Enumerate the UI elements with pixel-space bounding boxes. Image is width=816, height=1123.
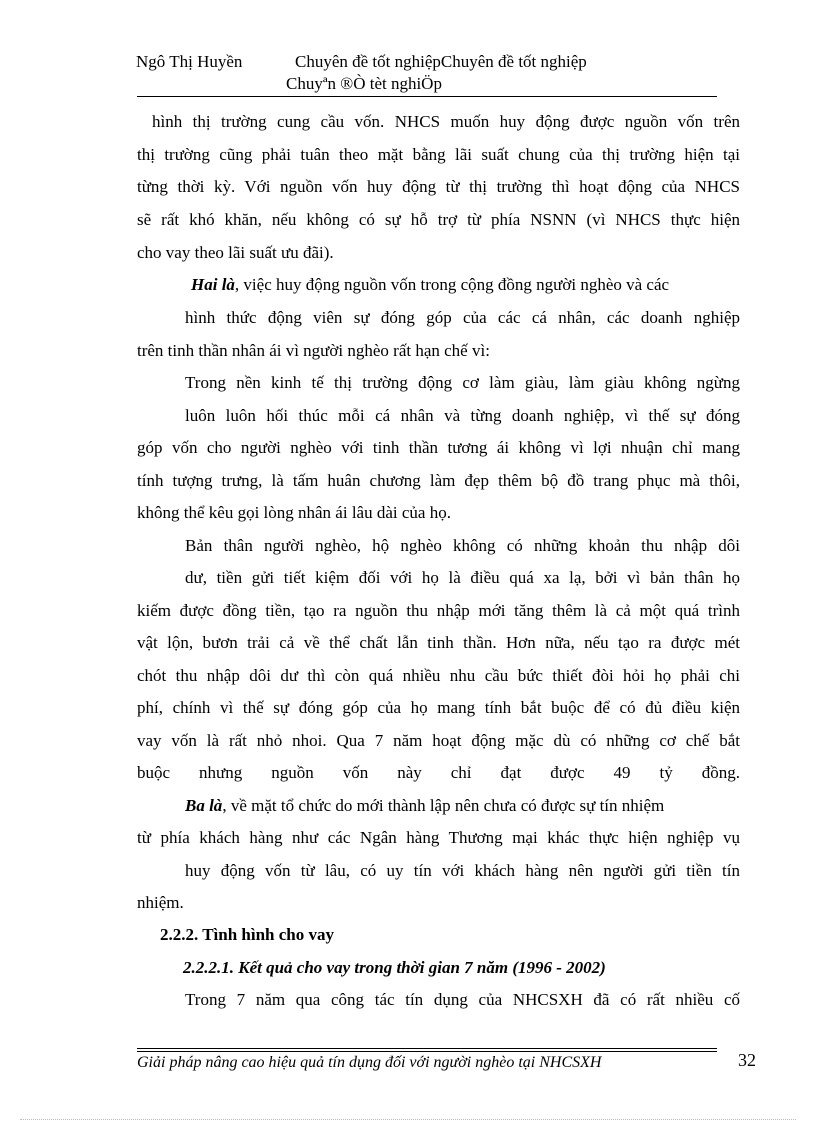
body-line: trên tinh thần nhân ái vì người nghèo rất hạn chế vì:	[137, 341, 490, 360]
body-line: thị trường cũng phải tuân theo mặt bằng lãi suất chung của thị trường hiện tại	[137, 145, 740, 164]
paragraph-ba-la	[185, 796, 664, 816]
header-title: Chuyên đề tốt nghiệpChuyên đề tốt nghiệp	[295, 52, 587, 71]
header-title-garbled: Chuyªn ®Ò tèt nghiÖp	[286, 74, 442, 93]
body-line: hình thức động viên sự đóng góp của các cá nhân, các doanh nghiệp	[185, 308, 740, 327]
paragraph-hai-la	[191, 275, 669, 295]
footer-text: Giải pháp nâng cao hiệu quả tín dụng đối với người nghèo tại NHCSXH	[137, 1054, 602, 1071]
body-line: hình thị trường cung cầu vốn. NHCS muốn huy động được nguồn vốn trên	[152, 112, 740, 131]
body-line: từ phía khách hàng như các Ngân hàng Thương mại khác thực hiện nghiệp vụ	[137, 828, 740, 847]
body-line: luôn luôn hối thúc mỗi cá nhân và từng doanh nghiệp, vì thế sự đóng	[185, 406, 740, 425]
body-line: buộc nhưng nguồn vốn này chỉ đạt được 49 tỷ đồng.	[137, 763, 740, 782]
body-line: dư, tiền gửi tiết kiệm đối với họ là điều quá xa lạ, bởi vì bản thân họ	[185, 568, 740, 587]
body-line: sẽ rất khó khăn, nếu không có sự hỗ trợ từ phía NSNN (vì NHCS thực hiện	[137, 210, 740, 229]
hai-la-lead: Hai là	[191, 275, 235, 294]
body-line: từng thời kỳ. Với nguồn vốn huy động từ thị trường thì hoạt động của NHCS	[137, 177, 740, 196]
body-line: vật lộn, bươn trải cả về thể chất lẫn tinh thần. Hơn nữa, nếu tạo ra được mét	[137, 633, 740, 652]
page-number: 32	[738, 1050, 756, 1070]
body-line: phí, chính vì thế sự đóng góp của họ mang tính bắt buộc để có đủ điều kiện	[137, 698, 740, 717]
header-author: Ngô Thị Huyền	[136, 52, 243, 71]
body-line: nhiệm.	[137, 893, 184, 912]
header-rule	[137, 96, 717, 97]
hai-la-rest: , việc huy động nguồn vốn trong cộng đồng người nghèo và các	[234, 275, 670, 294]
body-line: góp vốn cho người nghèo với tinh thần tương ái không vì lợi nhuận chỉ mang	[137, 438, 740, 457]
body-line: Trong nền kinh tế thị trường động cơ làm giàu, làm giàu không ngừng	[185, 373, 740, 392]
body-line: kiếm được đồng tiền, tạo ra nguồn thu nhập mới tăng thêm là cả một quá trình	[137, 601, 740, 620]
body-line: không thể kêu gọi lòng nhân ái lâu dài của họ.	[137, 503, 451, 522]
footer-rule-top	[137, 1048, 717, 1049]
page-edge-divider	[20, 1119, 796, 1120]
ba-la-lead: Ba là	[185, 796, 223, 815]
subsection-heading: 2.2.2.1. Kết quả cho vay trong thời gian 7 năm (1996 - 2002)	[183, 958, 606, 977]
body-line: cho vay theo lãi suất ưu đãi).	[137, 243, 334, 262]
body-line: Trong 7 năm qua công tác tín dụng của NHCSXH đã có rất nhiều cố	[185, 990, 740, 1009]
ba-la-rest: , về mặt tổ chức do mới thành lập nên chưa có được sự tín nhiệm	[222, 796, 665, 815]
body-line: chót thu nhập dôi dư thì còn quá nhiều nhu cầu bức thiết đòi hỏi họ phải chi	[137, 666, 740, 685]
footer-rule-bottom	[137, 1051, 717, 1052]
section-heading: 2.2.2. Tình hình cho vay	[160, 925, 335, 944]
body-line: tính tượng trưng, là tấm huân chương làm đẹp thêm bộ đồ trang phục mà thôi,	[137, 471, 740, 490]
body-line: Bản thân người nghèo, hộ nghèo không có những khoản thu nhập dôi	[185, 536, 740, 555]
body-line: vay vốn là rất nhỏ nhoi. Qua 7 năm hoạt động mặc dù có những cơ chế bắt	[137, 731, 740, 750]
body-line: huy động vốn từ lâu, có uy tín với khách hàng nên người gửi tiền tín	[185, 861, 740, 880]
